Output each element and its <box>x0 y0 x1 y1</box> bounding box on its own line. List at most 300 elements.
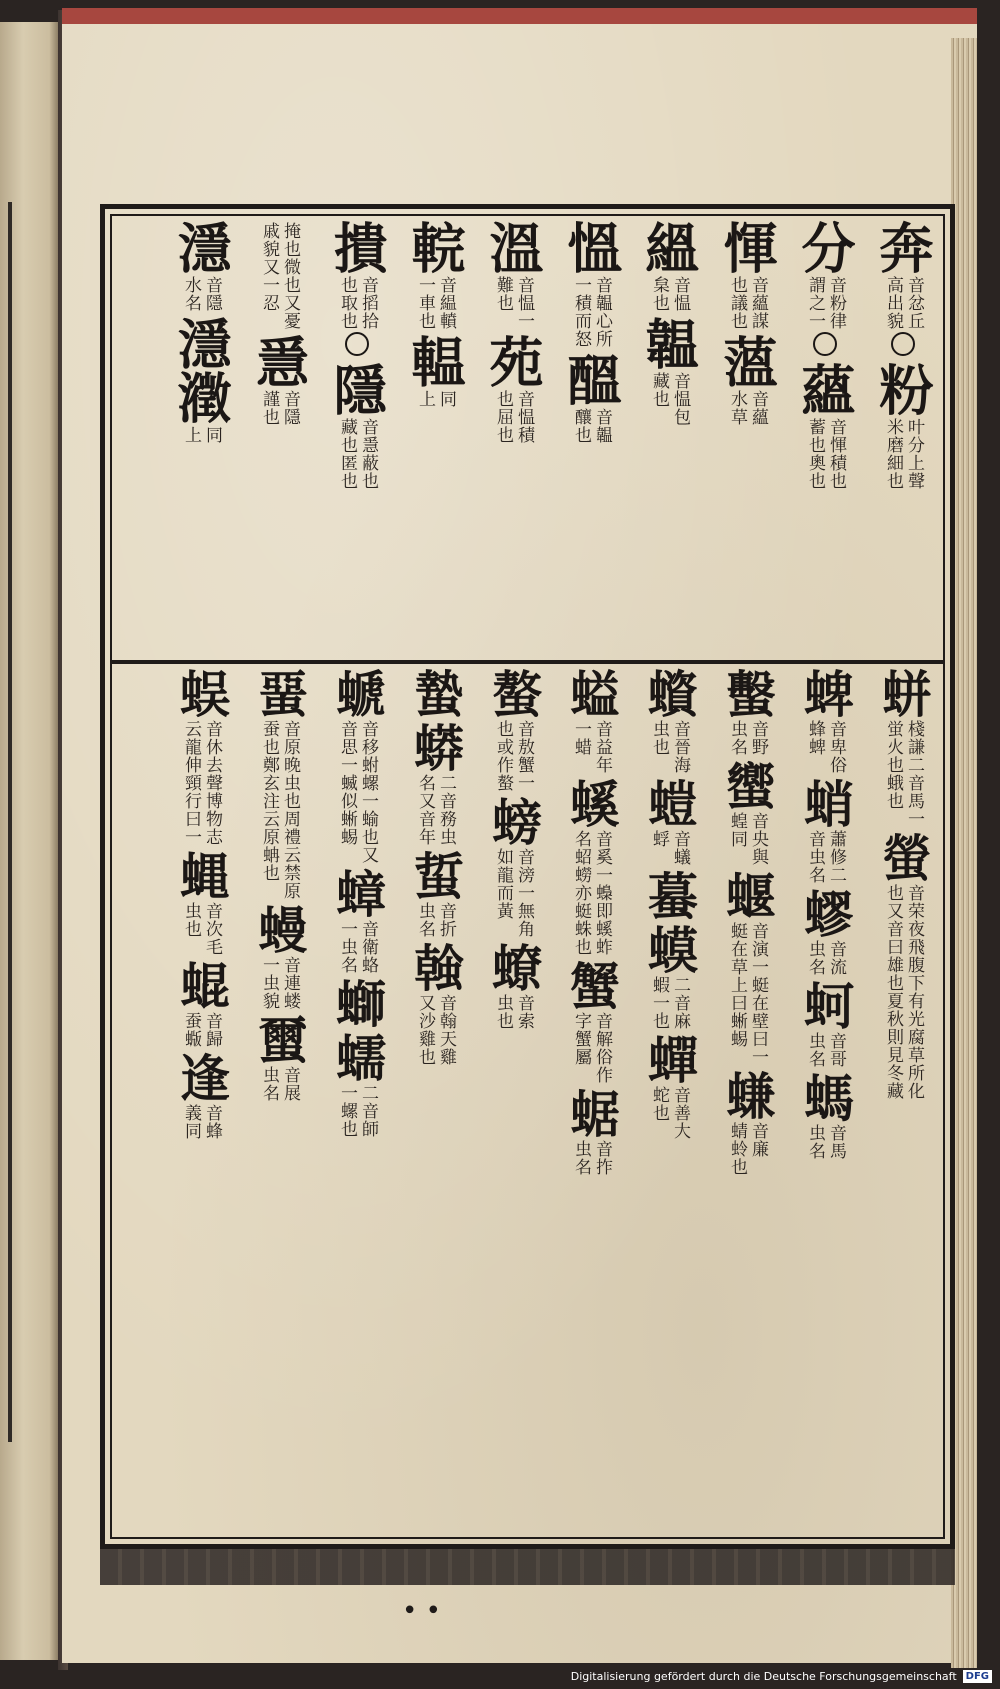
digitization-credit <box>567 1668 996 1685</box>
entry-column <box>318 220 396 658</box>
gloss-text <box>337 416 377 490</box>
gloss-line: 音蘊 <box>748 390 768 426</box>
gloss-line: 音粉律 <box>826 276 846 330</box>
dictionary-entry <box>559 220 623 348</box>
entry-column <box>474 220 552 658</box>
gloss-line: 蝗同 <box>727 812 747 848</box>
entry-column <box>786 668 864 1543</box>
dictionary-entry <box>562 1088 621 1176</box>
gloss-text <box>805 274 845 330</box>
gloss-text <box>259 954 299 1010</box>
gloss-line: 蕭修二 <box>826 830 846 884</box>
dictionary-entry <box>562 960 621 1084</box>
gloss-line: 二音師 <box>358 1084 378 1138</box>
gloss-line: 虫名 <box>415 902 435 938</box>
headword: 輐 <box>403 220 467 274</box>
gloss-line: 音韞 <box>592 408 612 444</box>
dictionary-entry <box>328 868 387 974</box>
gloss-line: 釀也 <box>571 408 591 444</box>
gloss-text <box>883 274 923 330</box>
gloss-line: 音虫名 <box>805 830 825 884</box>
gloss-line: 蓄也奧也 <box>805 418 825 490</box>
gloss-line: 水草 <box>727 390 747 426</box>
gloss-line: 二音務虫 <box>436 774 456 846</box>
gloss-text <box>181 900 221 956</box>
entry-column <box>708 668 786 1543</box>
gloss-line: 虫名 <box>805 940 825 976</box>
dictionary-entry <box>259 220 299 330</box>
gloss-text <box>493 846 533 938</box>
entry-column <box>240 220 318 658</box>
gloss-line: 音惲積也 <box>826 418 846 490</box>
gloss-text <box>493 388 533 444</box>
gloss-text <box>805 938 845 976</box>
headword: 蟑 <box>328 868 387 918</box>
entry-column <box>474 668 552 1543</box>
gloss-line: 一虫貌 <box>259 956 279 1010</box>
headword: 蠒 <box>250 1014 309 1064</box>
dictionary-entry <box>406 668 465 718</box>
gloss-text <box>259 718 299 900</box>
dictionary-entry <box>796 980 855 1068</box>
gloss-text <box>805 1122 845 1160</box>
entry-column <box>864 668 942 1543</box>
gloss-line: 一蜡 <box>571 720 591 756</box>
gloss-line: 音益年 <box>592 720 612 774</box>
gloss-line: 蛍火也蛾也 <box>883 720 903 810</box>
dictionary-entry <box>169 316 233 444</box>
dictionary-entry <box>562 668 621 774</box>
headword: 蟃 <box>250 904 309 954</box>
entry-column <box>162 668 240 1543</box>
dictionary-entry <box>871 362 935 490</box>
headword: 蜫 <box>172 960 231 1010</box>
headword: 螠 <box>562 668 621 718</box>
gloss-text <box>571 406 611 444</box>
dictionary-entry <box>640 1034 699 1140</box>
headword: 蜱 <box>796 668 855 718</box>
headword: 苑 <box>481 334 545 388</box>
headword: 螘 <box>640 778 699 828</box>
gloss-line: 音愠 <box>670 276 690 312</box>
dictionary-entry <box>250 668 309 900</box>
gloss-text <box>571 828 611 956</box>
gloss-line: 音央與 <box>748 812 768 866</box>
bottom-decorative-border <box>100 1549 955 1585</box>
headword: 縕 <box>637 220 701 274</box>
gloss-text <box>337 918 377 974</box>
gloss-line: 虫名 <box>805 1124 825 1160</box>
headword: 蟉 <box>796 888 855 938</box>
gloss-line: 蝦一也 <box>649 976 669 1030</box>
headword: 濦 <box>169 220 233 274</box>
gloss-line: 虫名 <box>805 1032 825 1068</box>
dictionary-entry <box>403 220 467 330</box>
dictionary-entry <box>640 668 699 774</box>
gloss-line: 虫也 <box>181 902 201 938</box>
dictionary-entry <box>796 668 855 774</box>
gloss-line: 蚕也鄭玄注云原蚺也 <box>259 720 279 882</box>
gloss-line: 音思一蝛似蜥蜴 <box>337 720 357 846</box>
separator-circle <box>813 332 837 356</box>
gloss-text <box>649 718 689 774</box>
gloss-line: 音荣夜飛腹下有光腐草所化 <box>904 884 924 1100</box>
headword: 蟒 <box>406 722 465 772</box>
top-binding-strip <box>62 8 977 24</box>
gloss-line: 高出貌 <box>883 276 903 330</box>
gloss-line: 云龍伸頸行曰一 <box>181 720 201 846</box>
headword: 蛸 <box>796 778 855 828</box>
gloss-text <box>571 1010 611 1084</box>
gloss-line: 音演一蜓在壁曰一 <box>748 922 768 1066</box>
dictionary-entry <box>796 778 855 884</box>
gloss-line: 音野 <box>748 720 768 756</box>
gloss-line: 名蛁蟧亦蜓蛛也 <box>571 830 591 956</box>
dictionary-entry <box>796 888 855 976</box>
headword: 㥯 <box>247 334 311 388</box>
gloss-line: 也議也 <box>727 276 747 330</box>
gloss-text <box>649 370 689 426</box>
gloss-text <box>415 772 455 846</box>
gloss-line: 義同 <box>181 1104 201 1140</box>
gloss-line: 蜻蛉也 <box>727 1122 747 1176</box>
gloss-text <box>727 388 767 426</box>
dfg-logo: DFG <box>963 1670 992 1683</box>
dictionary-entry <box>406 942 465 1066</box>
gloss-line: 同 <box>202 426 222 444</box>
dictionary-entry <box>793 220 857 358</box>
gloss-text <box>883 882 923 1100</box>
headword: 粉 <box>871 362 935 416</box>
headword: 蜈 <box>172 668 231 718</box>
gloss-line: 棧謙二音馬一 <box>904 720 924 828</box>
gloss-line: 也屈也 <box>493 390 513 444</box>
headword: 薀 <box>715 334 779 388</box>
gloss-line: 音隱 <box>280 390 300 426</box>
entry-column <box>240 668 318 1543</box>
gloss-line: 名又音年 <box>415 774 435 846</box>
gloss-line: 也或作螯 <box>493 720 513 792</box>
gloss-line: 一螺也 <box>337 1084 357 1138</box>
dictionary-entry <box>562 778 621 956</box>
gloss-line: 音次毛 <box>202 902 222 956</box>
gloss-line: 戚貌又一忍 <box>259 222 279 312</box>
gloss-line: 虫也 <box>649 720 669 756</box>
headword: 慍 <box>559 220 623 274</box>
dictionary-entry <box>325 220 389 358</box>
headword: 蝿 <box>172 850 231 900</box>
gloss-text <box>415 274 455 330</box>
dictionary-entry <box>874 668 933 828</box>
book-page <box>62 8 977 1663</box>
dictionary-entry <box>250 904 309 1010</box>
headword: 蜇 <box>406 850 465 900</box>
separator-circle <box>345 332 369 356</box>
headword: 蠀 <box>640 668 699 718</box>
headword: 蘊 <box>793 362 857 416</box>
gloss-text <box>337 718 377 864</box>
gloss-line: 蜉 <box>649 830 669 848</box>
dictionary-entry <box>637 316 701 426</box>
gloss-line: 也又音曰雄也夏秋則見冬藏 <box>883 884 903 1100</box>
gloss-line: 一虫名 <box>337 920 357 974</box>
gloss-line: 音愠積 <box>514 390 534 444</box>
gloss-text <box>181 1102 221 1140</box>
headword: 分 <box>793 220 857 274</box>
entry-column <box>396 220 474 658</box>
dictionary-entry <box>406 722 465 846</box>
gloss-line: 一車也 <box>415 276 435 330</box>
headword: 濦瀓 <box>169 316 233 424</box>
gloss-line: 音展 <box>280 1066 300 1102</box>
gloss-line: 音連蝼 <box>280 956 300 1010</box>
gloss-line: 音愠一 <box>514 276 534 330</box>
gloss-text <box>181 274 221 312</box>
gloss-text <box>181 1010 221 1048</box>
gloss-text <box>571 274 611 348</box>
gloss-line: 音㥯蔽也 <box>358 418 378 490</box>
dictionary-entry <box>484 942 543 1030</box>
headword: 螃 <box>484 796 543 846</box>
gloss-line: 音哥 <box>826 1032 846 1068</box>
gloss-line: 音移蚹螺一蝓也又 <box>358 720 378 864</box>
gloss-text <box>727 274 767 330</box>
headword: 蟿 <box>718 668 777 718</box>
dictionary-entry <box>871 220 935 358</box>
gloss-text <box>571 1138 611 1176</box>
gloss-text <box>181 424 221 444</box>
gloss-line: 枲也 <box>649 276 669 312</box>
gloss-line: 音隱 <box>202 276 222 312</box>
gloss-line: 又沙雞也 <box>415 994 435 1066</box>
headword: 螢 <box>874 832 933 882</box>
separator-circle <box>891 332 915 356</box>
gloss-line: 蜓在草上曰蜥蜴 <box>727 922 747 1048</box>
dictionary-entry <box>715 334 779 426</box>
dictionary-entry <box>328 668 387 864</box>
left-page-frame-line <box>8 202 12 1442</box>
headword: 蟹 <box>562 960 621 1010</box>
gloss-line: 謂之一 <box>805 276 825 330</box>
gloss-text <box>727 920 767 1066</box>
credit-text: Digitalisierung gefördert durch die Deutsche Forschungsgemeinschaft <box>570 1670 957 1683</box>
entry-column <box>552 220 630 658</box>
gloss-text <box>883 416 923 490</box>
gloss-line: 字蟹屬 <box>571 1012 591 1066</box>
gloss-text <box>883 718 923 828</box>
gloss-line: 音滂一無角 <box>514 848 534 938</box>
headword: 蝁 <box>250 668 309 718</box>
gloss-line: 音衛蛒 <box>358 920 378 974</box>
gloss-line: 水名 <box>181 276 201 312</box>
gloss-line: 謹也 <box>259 390 279 426</box>
entry-column <box>864 220 942 658</box>
section-divider <box>110 660 945 664</box>
gloss-line: 難也 <box>493 276 513 312</box>
gloss-line: 藏也匿也 <box>337 418 357 490</box>
gloss-line: 音卑俗 <box>826 720 846 774</box>
entry-column <box>708 220 786 658</box>
gloss-text <box>337 1082 377 1138</box>
gloss-line: 音敖蟹一 <box>514 720 534 792</box>
gloss-line: 叶分上聲 <box>904 418 924 490</box>
headword: 溫 <box>481 220 545 274</box>
gloss-text <box>493 274 533 330</box>
dictionary-entry <box>715 220 779 330</box>
entry-column <box>396 668 474 1543</box>
dictionary-entry <box>559 352 623 444</box>
headword: 輼 <box>403 334 467 388</box>
dictionary-entry <box>874 832 933 1100</box>
gloss-line: 音折 <box>436 902 456 938</box>
headword: 醞 <box>559 352 623 406</box>
headword: 惲 <box>715 220 779 274</box>
dictionary-entry <box>169 220 233 312</box>
dictionary-entry <box>640 924 699 1030</box>
gloss-text <box>805 416 845 490</box>
gloss-line: 一積而怒 <box>571 276 591 348</box>
gloss-line: 音忿丘 <box>904 276 924 330</box>
gloss-text <box>337 274 377 330</box>
gloss-line: 音韞心所 <box>592 276 612 348</box>
gloss-line: 音奚一蟂即螇蚱 <box>592 830 612 956</box>
dictionary-entry <box>403 334 467 408</box>
gloss-line: 音歸 <box>202 1012 222 1048</box>
dictionary-entry <box>793 362 857 490</box>
gloss-line: 音馬 <box>826 1124 846 1160</box>
headword: 蠕 <box>328 1032 387 1082</box>
headword: 螯 <box>484 668 543 718</box>
gloss-line: 音廉 <box>748 1122 768 1158</box>
dictionary-entry <box>484 668 543 792</box>
headword: 螒 <box>406 942 465 992</box>
headword: 蚵 <box>796 980 855 1030</box>
gloss-line: 音蘊謀 <box>748 276 768 330</box>
dictionary-entry <box>718 870 777 1066</box>
gloss-text <box>649 974 689 1030</box>
dictionary-entry <box>328 1032 387 1138</box>
gloss-text <box>649 1084 689 1140</box>
gloss-text <box>259 220 299 330</box>
dictionary-entry <box>640 870 699 920</box>
gloss-text <box>805 828 845 884</box>
dictionary-entry <box>640 778 699 866</box>
gloss-line: 同 <box>436 390 456 408</box>
gloss-text <box>805 1030 845 1068</box>
gloss-text <box>727 1120 767 1176</box>
gloss-text <box>571 718 611 774</box>
gloss-line: 音搯拾 <box>358 276 378 330</box>
headword: 韞 <box>637 316 701 370</box>
headword: 蜛 <box>562 1088 621 1138</box>
entry-column <box>162 220 240 658</box>
headword: 蟄 <box>406 668 465 718</box>
dictionary-entry <box>484 796 543 938</box>
headword: 蛢 <box>874 668 933 718</box>
gloss-line: 上 <box>181 426 201 444</box>
dictionary-entry <box>172 1052 231 1140</box>
headword: 蟇 <box>640 870 699 920</box>
dictionary-entry <box>481 220 545 330</box>
headword: 蟟 <box>484 942 543 992</box>
gloss-line: 米磨細也 <box>883 418 903 490</box>
headword: 蟆 <box>640 924 699 974</box>
gloss-line: 虫名 <box>571 1140 591 1176</box>
headword: 撌 <box>325 220 389 274</box>
headword: 蝘 <box>718 870 777 920</box>
headword: 蟬 <box>640 1034 699 1084</box>
gloss-line: 蜂蜱 <box>805 720 825 756</box>
gloss-line: 音緼轒 <box>436 276 456 330</box>
gloss-line: 藏也 <box>649 372 669 408</box>
gloss-line: 音蜂 <box>202 1104 222 1140</box>
gloss-text <box>805 718 845 774</box>
entry-column <box>318 668 396 1543</box>
headword: 隱 <box>325 362 389 416</box>
dictionary-entry <box>637 220 701 312</box>
dictionary-entry <box>796 1072 855 1160</box>
gloss-text <box>493 718 533 792</box>
gloss-line: 虫也 <box>493 994 513 1030</box>
gloss-text <box>493 992 533 1030</box>
entry-column <box>786 220 864 658</box>
dictionary-entry <box>718 668 777 756</box>
gloss-line: 音原晚虫也周禮云禁原 <box>280 720 300 900</box>
gloss-text <box>727 810 767 866</box>
gloss-line: 也取也 <box>337 276 357 330</box>
headword: 螄 <box>328 978 387 1028</box>
gloss-line: 音流 <box>826 940 846 976</box>
gloss-line: 音休去聲博物志 <box>202 720 222 846</box>
dictionary-entry <box>325 362 389 490</box>
gloss-text <box>181 718 221 846</box>
entry-column <box>630 220 708 658</box>
gloss-text <box>415 900 455 938</box>
headword: 奔 <box>871 220 935 274</box>
left-page-edge <box>0 22 58 1660</box>
gloss-line: 音善大 <box>670 1086 690 1140</box>
gloss-text <box>415 388 455 408</box>
gloss-line: 虫名 <box>727 720 747 756</box>
dictionary-entry <box>406 850 465 938</box>
gloss-text <box>727 718 767 756</box>
gloss-line: 蛇也 <box>649 1086 669 1122</box>
headword: 螔 <box>328 668 387 718</box>
gloss-text <box>649 828 689 866</box>
headword: 蠁 <box>718 760 777 810</box>
headword: 螇 <box>562 778 621 828</box>
gloss-line: 上 <box>415 390 435 408</box>
headword: 逢 <box>172 1052 231 1102</box>
gloss-text <box>259 388 299 426</box>
gloss-line: 音蟻 <box>670 830 690 866</box>
gloss-line: 掩也微也又憂 <box>280 222 300 330</box>
dictionary-entry <box>718 1070 777 1176</box>
gloss-line: 蚕蝂 <box>181 1012 201 1048</box>
dictionary-entry <box>718 760 777 866</box>
page-marks: • • <box>402 1596 441 1626</box>
dictionary-entry <box>172 850 231 956</box>
gloss-line: 音索 <box>514 994 534 1030</box>
headword: 螞 <box>796 1072 855 1122</box>
gloss-line: 虫名 <box>259 1066 279 1102</box>
gloss-line: 音愠包 <box>670 372 690 426</box>
dictionary-entry <box>172 960 231 1048</box>
dictionary-entry <box>172 668 231 846</box>
gloss-line: 二音麻 <box>670 976 690 1030</box>
entry-column <box>630 668 708 1543</box>
dictionary-entry <box>250 1014 309 1102</box>
